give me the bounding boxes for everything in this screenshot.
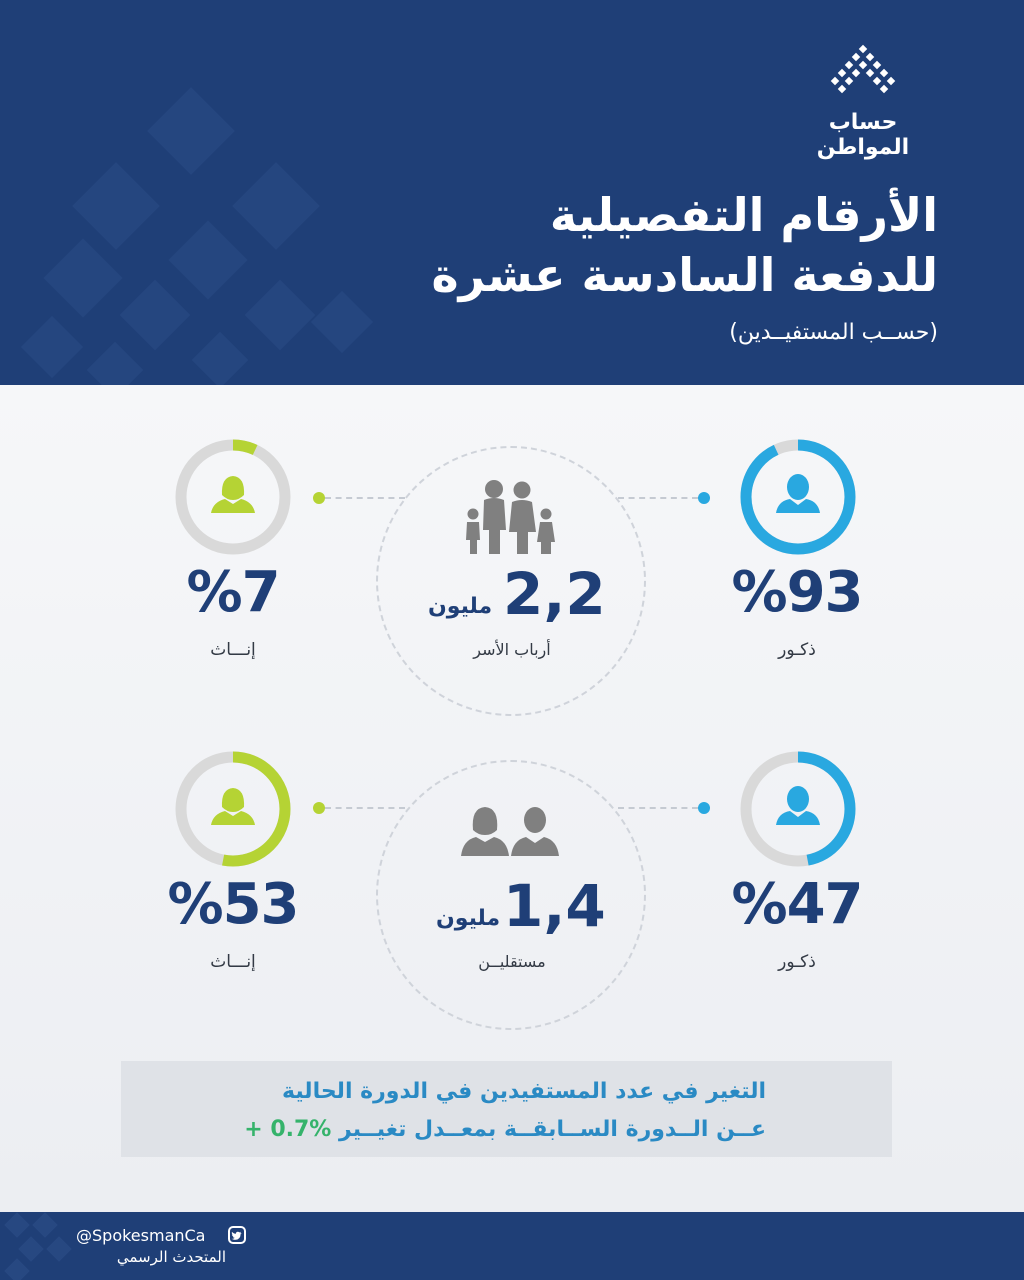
brand-mark-icon bbox=[828, 44, 898, 100]
official-spokesman-label: المتحدث الرسمي bbox=[116, 1248, 226, 1266]
twitter-handle[interactable]: @SpokesmanCa bbox=[76, 1226, 206, 1245]
female-percent-row1: %7 bbox=[186, 560, 280, 625]
note-line-2 bbox=[121, 1111, 766, 1149]
two-persons-icon bbox=[458, 800, 562, 858]
connector-line bbox=[325, 807, 405, 809]
brand-logo bbox=[788, 44, 938, 160]
male-user-icon bbox=[738, 437, 858, 557]
footer-pattern bbox=[0, 1212, 90, 1280]
independents-unit: مليون bbox=[436, 906, 501, 931]
families-unit: مليون bbox=[428, 594, 493, 619]
donut-male-row1 bbox=[738, 437, 858, 557]
twitter-icon[interactable] bbox=[228, 1226, 246, 1244]
male-label-row1: ذكـور bbox=[778, 640, 816, 660]
connector-line bbox=[325, 497, 405, 499]
male-label-row2: ذكـور bbox=[778, 952, 816, 972]
connector-dot-male bbox=[698, 492, 710, 504]
families-count: 2,2 bbox=[503, 560, 606, 628]
change-note bbox=[121, 1061, 892, 1157]
donut-female-row1 bbox=[173, 437, 293, 557]
family-icon bbox=[462, 478, 558, 556]
female-percent-row2: %53 bbox=[167, 872, 299, 937]
female-label-row2: إنـــاث bbox=[210, 952, 256, 972]
independents-count: 1,4 bbox=[503, 872, 606, 940]
connector-dot-male bbox=[698, 802, 710, 814]
change-value: + 0.7% bbox=[244, 1117, 332, 1142]
note-line-2-text: عــن الــدورة الســابقــة بمعــدل تغيــير bbox=[339, 1117, 766, 1142]
female-user-icon bbox=[173, 437, 293, 557]
brand-name: حساب المواطن bbox=[816, 110, 910, 160]
connector-dot-female bbox=[313, 802, 325, 814]
donut-female-row2 bbox=[173, 749, 293, 869]
donut-male-row2 bbox=[738, 749, 858, 869]
connector-line bbox=[618, 807, 698, 809]
connector-line bbox=[618, 497, 698, 499]
male-user-icon bbox=[738, 749, 858, 869]
male-percent-row2: %47 bbox=[731, 872, 863, 937]
page-title bbox=[238, 185, 938, 305]
families-label: أرباب الأسر bbox=[473, 640, 551, 659]
header-banner bbox=[0, 0, 1024, 385]
female-user-icon bbox=[173, 749, 293, 869]
note-line-1: التغير في عدد المستفيدين في الدورة الحالية bbox=[281, 1079, 766, 1104]
title-line-2: للدفعة السادسة عشرة bbox=[431, 248, 938, 302]
page-subtitle: (حســب المستفيــدين) bbox=[729, 320, 938, 345]
female-label-row1: إنـــاث bbox=[210, 640, 256, 660]
connector-dot-female bbox=[313, 492, 325, 504]
male-percent-row1: %93 bbox=[731, 560, 863, 625]
footer-bar bbox=[0, 1212, 1024, 1280]
independents-label: مستقليــن bbox=[478, 952, 546, 971]
title-line-1: الأرقام التفصيلية bbox=[549, 188, 938, 242]
